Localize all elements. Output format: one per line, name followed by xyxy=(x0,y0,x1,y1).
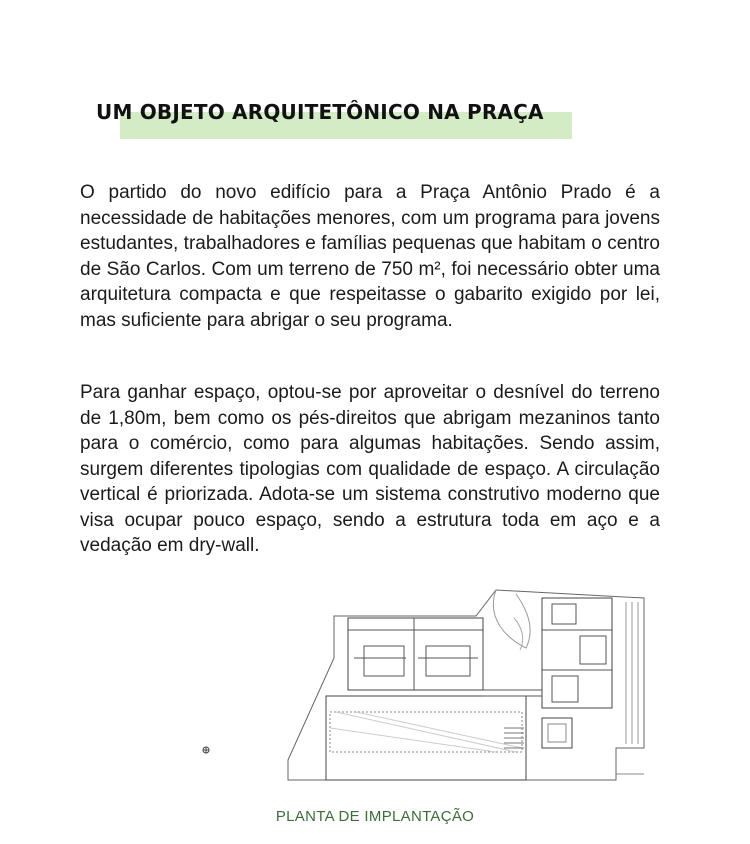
paragraph-strategy: Para ganhar espaço, optou-se por aproveitar o desnível do terreno de 1,80m, bem como os pés-direitos que abrigam mezaninos tanto para o comércio, como para algumas habitações. Sendo assim, surgem diferentes tipologias com qualidade de espaço. A circulação vertical é priorizada. Adota-se um sistema construtivo moderno que visa ocupar pouco espaço, sendo a estrutura toda em aço e a vedação em dry-wall. xyxy=(80,382,660,556)
figure-caption: PLANTA DE IMPLANTAÇÃO xyxy=(275,808,475,825)
site-plan-drawing xyxy=(196,578,648,790)
page-title: UM OBJETO ARQUITETÔNICO NA PRAÇA xyxy=(96,100,544,124)
title-block xyxy=(96,98,576,142)
paragraph-intro: O partido do novo edifício para a Praça Antônio Prado é a necessidade de habitações menores, com um programa para jovens estudantes, trabalhadores e famílias pequenas que habitam o centro de São Carlos. Com um terreno de 750 m², foi necessário obter uma arquitetura compacta e que respeitasse o gabarito exigido por lei, mas suficiente para abrigar o seu programa. xyxy=(80,182,660,331)
north-arrow-icon xyxy=(203,747,209,753)
